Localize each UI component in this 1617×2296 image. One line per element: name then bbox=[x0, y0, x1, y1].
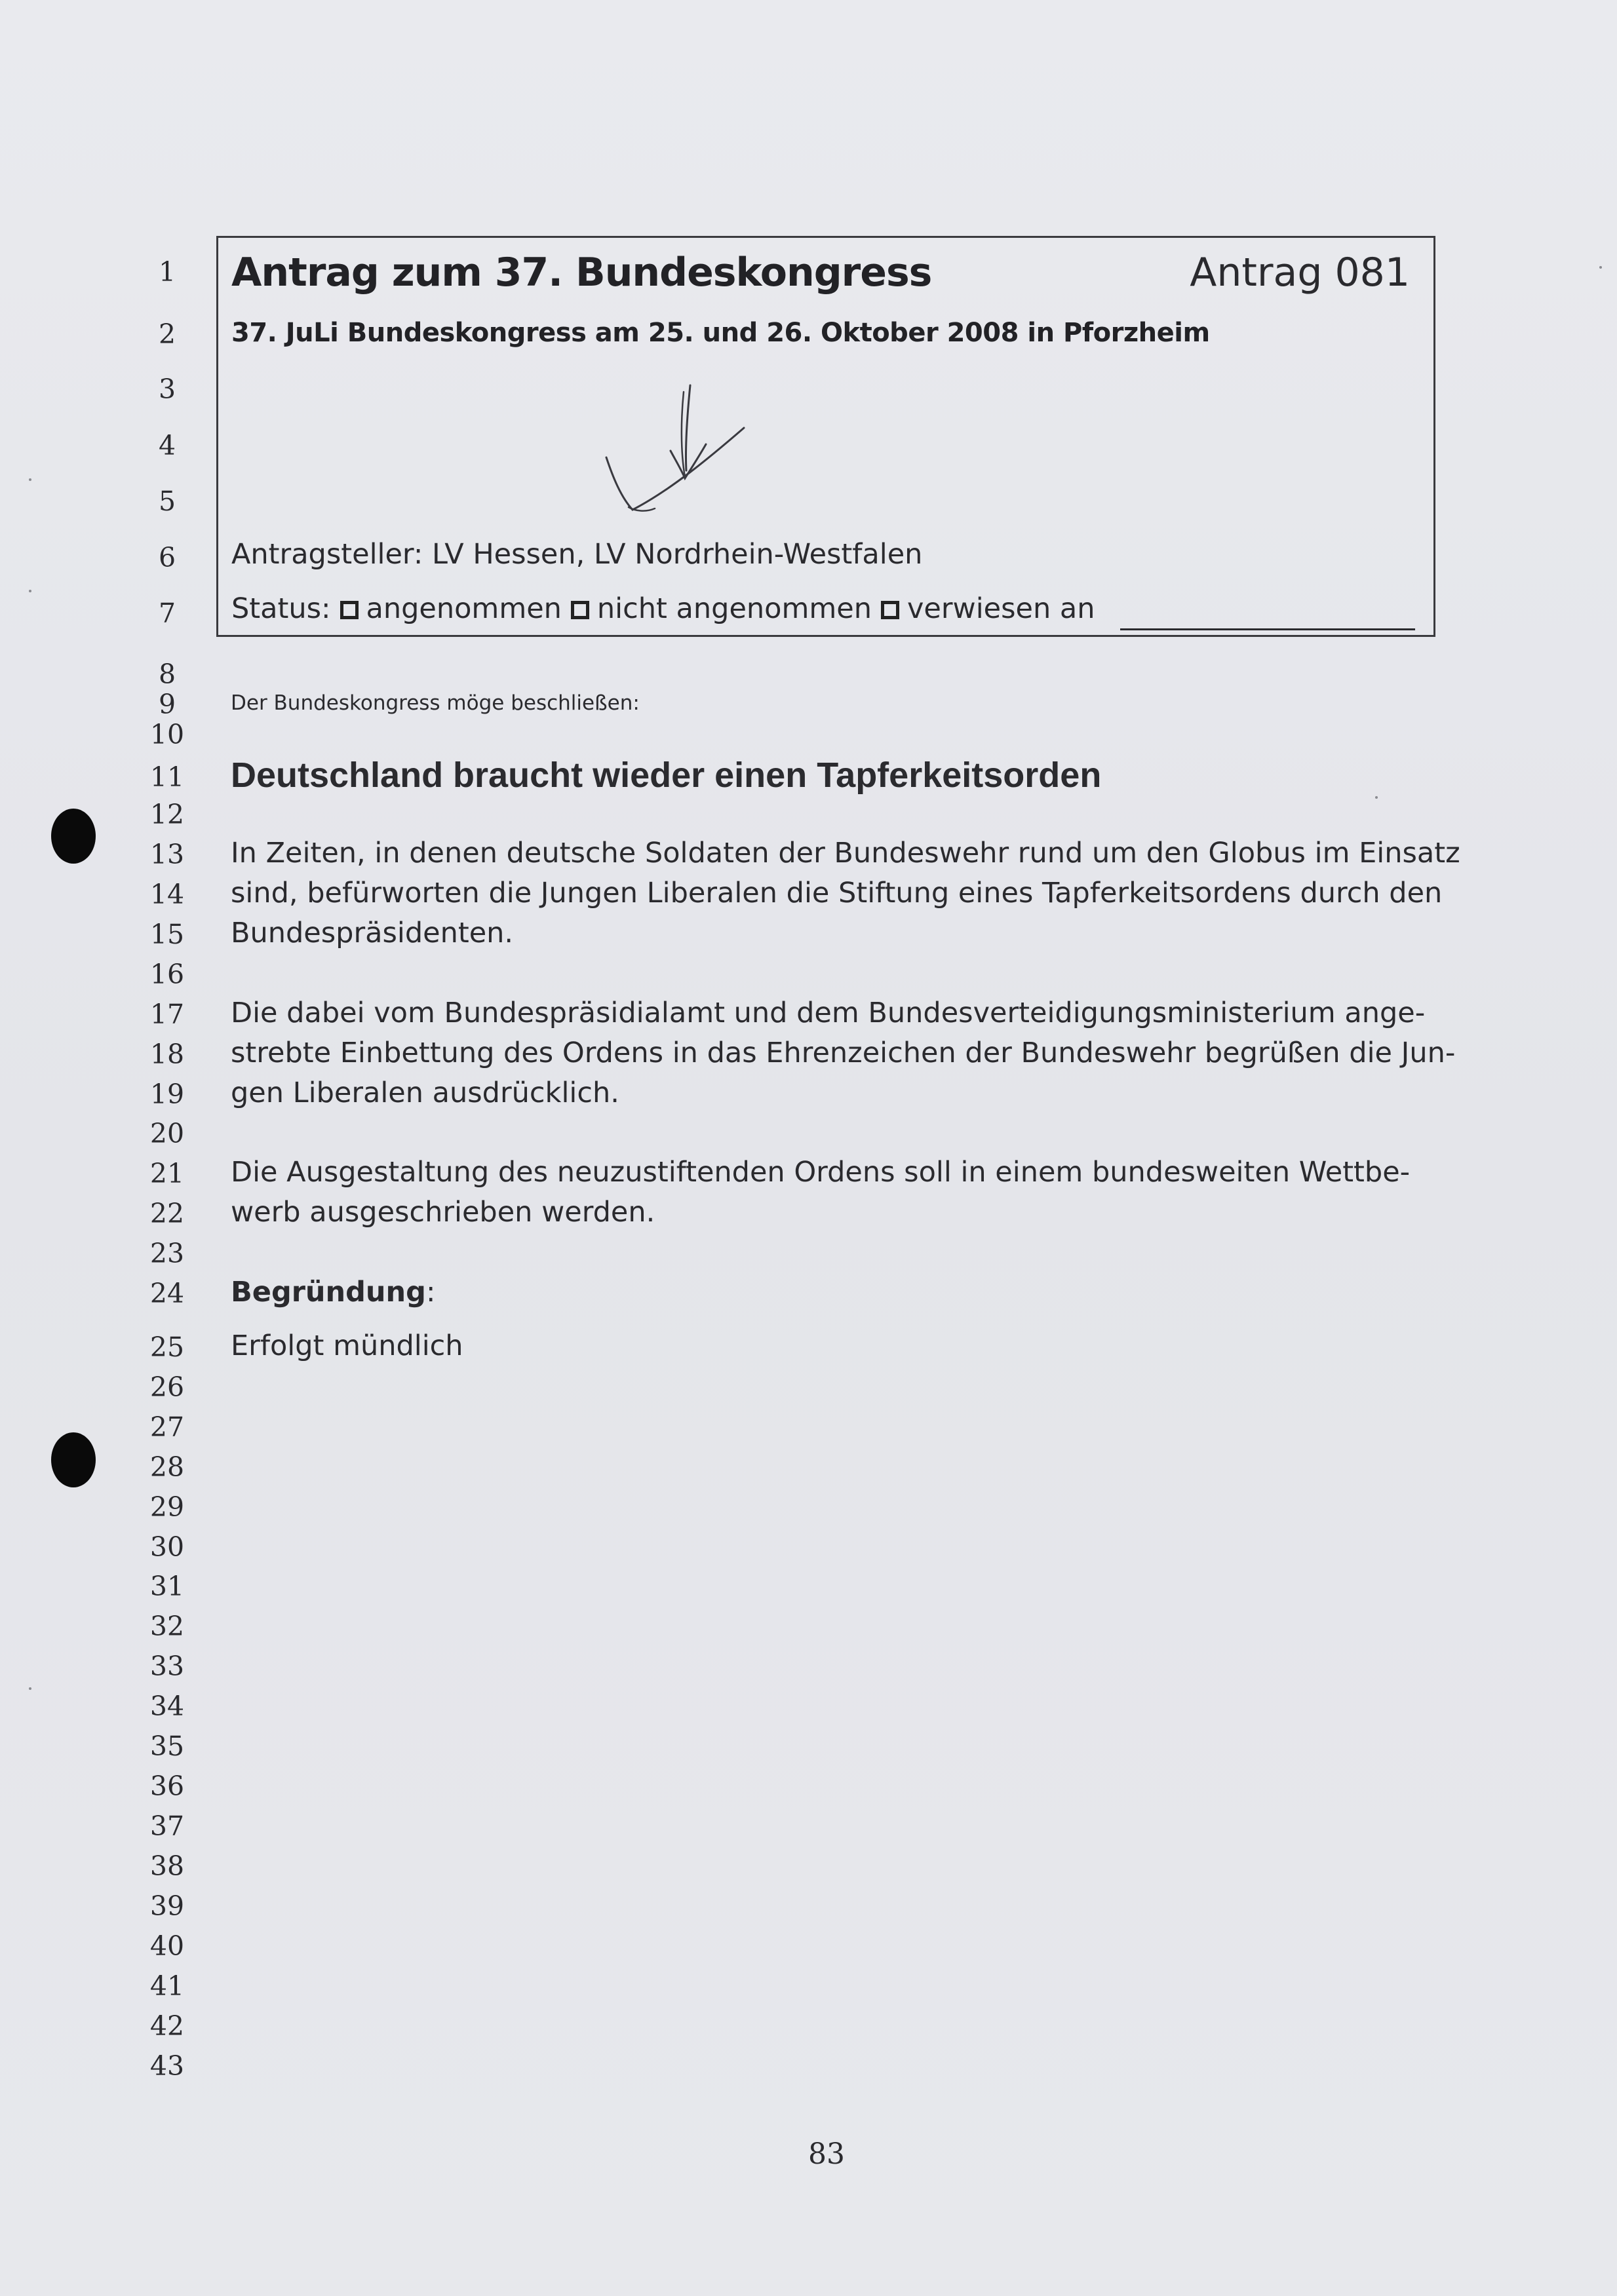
paragraph-line: sind, befürworten die Jungen Liberalen die Stiftung eines Tapferkeitsordens durch den bbox=[231, 877, 1443, 909]
line-number: 35 bbox=[149, 1731, 185, 1762]
paragraph-line: Die dabei vom Bundespräsidialamt und dem Bundesverteidigungsministerium ange- bbox=[231, 997, 1426, 1029]
line-number: 33 bbox=[149, 1651, 185, 1682]
line-number: 24 bbox=[149, 1278, 185, 1309]
line-number: 16 bbox=[149, 959, 185, 990]
line-number: 29 bbox=[149, 1491, 185, 1523]
status-option-not-accepted: nicht angenommen bbox=[596, 592, 872, 625]
paper-speck bbox=[1375, 796, 1378, 799]
handwritten-check-mark bbox=[572, 372, 769, 516]
line-number: 13 bbox=[149, 839, 185, 870]
line-number: 11 bbox=[149, 761, 185, 793]
paragraph-line: Die Ausgestaltung des neuzustiftenden Ordens soll in einem bundesweiten Wettbe- bbox=[231, 1156, 1411, 1189]
line-number: 32 bbox=[149, 1611, 185, 1642]
line-number: 34 bbox=[149, 1691, 185, 1722]
line-number: 9 bbox=[158, 689, 176, 720]
congress-subtitle: 37. JuLi Bundeskongress am 25. und 26. Oktober 2008 in Pforzheim bbox=[231, 318, 1210, 348]
line-number: 23 bbox=[149, 1238, 185, 1269]
motion-heading: Deutschland braucht wieder einen Tapferkeitsorden bbox=[231, 756, 1102, 795]
line-number: 7 bbox=[158, 598, 176, 629]
line-number: 25 bbox=[149, 1331, 185, 1363]
line-number: 4 bbox=[158, 430, 176, 461]
paper-speck bbox=[29, 478, 31, 481]
line-number: 43 bbox=[149, 2050, 185, 2082]
status-option-accepted: angenommen bbox=[366, 592, 562, 625]
reasoning-text: Erfolgt mündlich bbox=[231, 1330, 463, 1362]
line-number: 38 bbox=[149, 1850, 185, 1882]
line-number: 42 bbox=[149, 2010, 185, 2042]
line-number: 5 bbox=[158, 486, 176, 517]
status-label: Status: bbox=[231, 592, 331, 625]
paper-speck bbox=[29, 590, 31, 592]
paragraph-line: Bundespräsidenten. bbox=[231, 917, 514, 949]
line-number: 17 bbox=[149, 999, 185, 1030]
line-number: 26 bbox=[149, 1371, 185, 1403]
checkbox-accepted[interactable] bbox=[340, 601, 359, 619]
line-number: 41 bbox=[149, 1970, 185, 2002]
line-number: 2 bbox=[158, 318, 176, 350]
intro-text: Der Bundeskongress möge beschließen: bbox=[231, 691, 640, 715]
line-number: 20 bbox=[149, 1118, 185, 1149]
line-number: 28 bbox=[149, 1451, 185, 1483]
paragraph-line: strebte Einbettung des Ordens in das Ehrenzeichen der Bundeswehr begrüßen die Jun- bbox=[231, 1037, 1456, 1069]
page-number: 83 bbox=[808, 2137, 845, 2171]
reasoning-label-line bbox=[231, 1278, 435, 1307]
line-number: 31 bbox=[149, 1571, 185, 1602]
checkbox-referred[interactable] bbox=[881, 601, 899, 619]
punch-hole-upper bbox=[51, 809, 96, 864]
applicant-line: Antragsteller: LV Hessen, LV Nordrhein-Westfalen bbox=[231, 538, 923, 571]
line-number: 39 bbox=[149, 1890, 185, 1922]
paper-speck bbox=[29, 1687, 31, 1690]
line-number: 1 bbox=[158, 256, 176, 288]
reasoning-colon: : bbox=[425, 1276, 436, 1309]
line-number: 12 bbox=[149, 799, 185, 830]
paper-speck bbox=[1599, 266, 1602, 269]
line-number: 22 bbox=[149, 1198, 185, 1229]
status-option-referred: verwiesen an bbox=[906, 592, 1095, 625]
paragraph-line: werb ausgeschrieben werden. bbox=[231, 1196, 655, 1229]
status-row bbox=[231, 592, 1095, 625]
line-number: 10 bbox=[149, 719, 185, 750]
line-number: 19 bbox=[149, 1079, 185, 1110]
line-number: 6 bbox=[158, 542, 176, 573]
punch-hole-lower bbox=[51, 1432, 96, 1487]
motion-number: Antrag 081 bbox=[1190, 250, 1410, 296]
line-number: 18 bbox=[149, 1039, 185, 1070]
paragraph-line: In Zeiten, in denen deutsche Soldaten der Bundeswehr rund um den Globus im Einsatz bbox=[231, 837, 1460, 870]
checkbox-not-accepted[interactable] bbox=[571, 601, 589, 619]
line-number: 27 bbox=[149, 1411, 185, 1443]
line-number: 37 bbox=[149, 1810, 185, 1842]
line-number: 36 bbox=[149, 1770, 185, 1802]
line-number: 14 bbox=[149, 879, 185, 910]
paragraph-line: gen Liberalen ausdrücklich. bbox=[231, 1077, 619, 1109]
line-number: 40 bbox=[149, 1930, 185, 1962]
line-number: 8 bbox=[158, 659, 176, 690]
reasoning-label: Begründung bbox=[231, 1276, 426, 1309]
line-number: 15 bbox=[149, 919, 185, 950]
referral-blank-line bbox=[1120, 628, 1415, 630]
motion-title: Antrag zum 37. Bundeskongress bbox=[231, 250, 932, 296]
motion-header-box bbox=[216, 236, 1435, 637]
line-number: 3 bbox=[158, 373, 176, 405]
line-number: 30 bbox=[149, 1531, 185, 1563]
line-number: 21 bbox=[149, 1158, 185, 1189]
